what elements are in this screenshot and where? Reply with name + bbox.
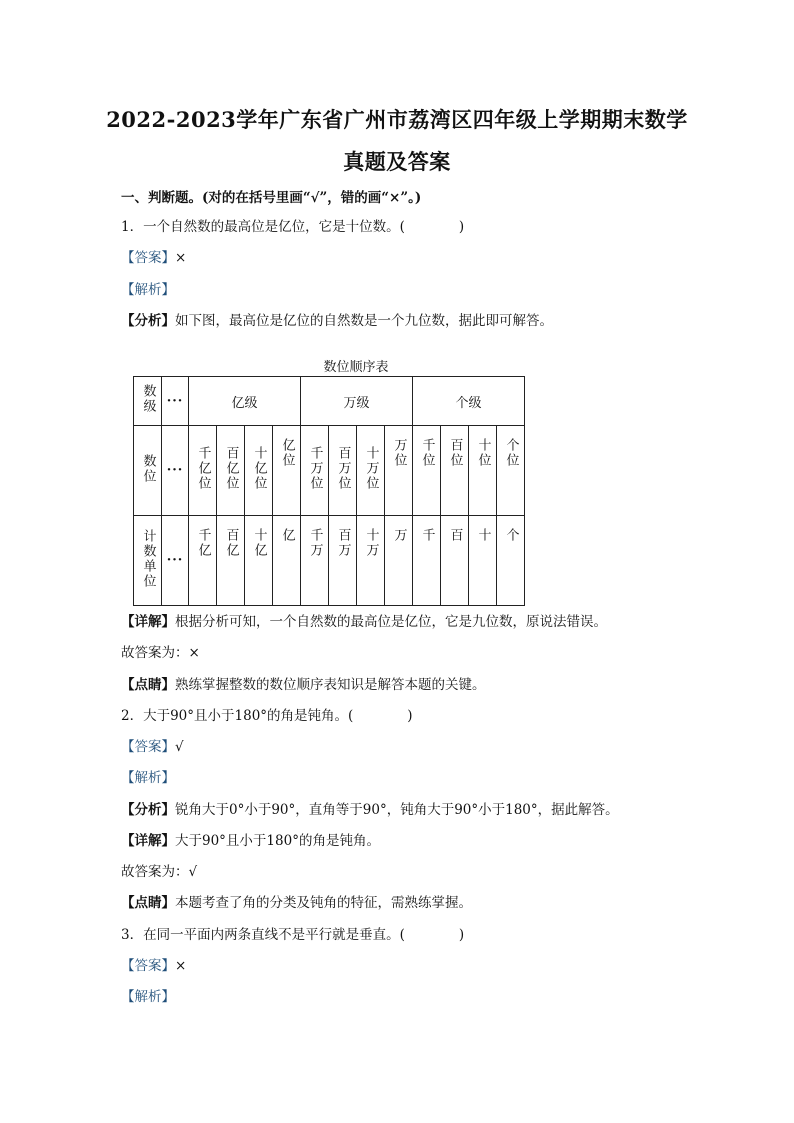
row-label-levels: 数级 (134, 377, 162, 426)
unit-cell: 千 (413, 516, 441, 606)
row-label-places: 数位 (134, 426, 162, 516)
q2-xiangjie-line (121, 832, 380, 850)
place-cell: 千亿位 (189, 426, 217, 516)
dots-cell: ··· (162, 516, 189, 606)
unit-cell: 千亿 (189, 516, 217, 606)
row-label-units: 计数单位 (134, 516, 162, 606)
q2-fenxi-tag: 【分析】 (121, 802, 175, 818)
unit-cell: 千万 (301, 516, 329, 606)
table-row-places (134, 426, 525, 516)
unit-cell: 十亿 (245, 516, 273, 606)
q1-dianjing-line (121, 676, 486, 694)
table-caption: 数位顺序表 (323, 360, 389, 375)
question-1: 1．一个自然数的最高位是亿位，它是十位数。( ) (121, 219, 465, 235)
place-cell: 十亿位 (245, 426, 273, 516)
level-ge: 个级 (413, 377, 525, 426)
q2-answer: √ (175, 739, 184, 755)
q1-xiangjie-line (121, 613, 607, 631)
unit-cell: 十 (469, 516, 497, 606)
q1-analysis-tag: 【解析】 (121, 282, 175, 298)
dots-cell: ··· (162, 377, 189, 426)
unit-cell: 个 (497, 516, 525, 606)
document-title-line-1: 2022-2023学年广东省广州市荔湾区四年级上学期期末数学 (106, 107, 688, 132)
place-cell: 百万位 (329, 426, 357, 516)
digit-order-table (133, 376, 525, 606)
q2-xiangjie-tag: 【详解】 (121, 833, 175, 849)
q2-answer-line (121, 738, 184, 756)
place-cell: 百位 (441, 426, 469, 516)
place-cell: 千位 (413, 426, 441, 516)
place-cell: 十位 (469, 426, 497, 516)
table-row-units (134, 516, 525, 606)
dots-cell: ··· (162, 426, 189, 516)
q2-dianjing-tag: 【点睛】 (121, 895, 175, 911)
q1-xiangjie: 根据分析可知，一个自然数的最高位是亿位，它是九位数，原说法错误。 (175, 614, 607, 630)
document-title-line-2: 真题及答案 (343, 149, 451, 174)
q3-answer-tag: 【答案】 (121, 958, 175, 974)
q1-dianjing: 熟练掌握整数的数位顺序表知识是解答本题的关键。 (175, 677, 486, 693)
unit-cell: 百 (441, 516, 469, 606)
q2-analysis-tag: 【解析】 (121, 770, 175, 786)
place-cell: 万位 (385, 426, 413, 516)
q1-answer: × (175, 250, 187, 266)
q2-fenxi: 锐角大于0°小于90°，直角等于90°，钝角大于90°小于180°，据此解答。 (175, 802, 619, 818)
table-row-levels (134, 377, 525, 426)
question-3: 3．在同一平面内两条直线不是平行就是垂直。( ) (121, 927, 465, 943)
place-cell: 亿位 (273, 426, 301, 516)
q1-fenxi-line (121, 312, 553, 330)
q2-dianjing: 本题考查了角的分类及钝角的特征，需熟练掌握。 (175, 895, 472, 911)
q1-dianjing-tag: 【点睛】 (121, 677, 175, 693)
place-cell: 千万位 (301, 426, 329, 516)
level-yi: 亿级 (189, 377, 301, 426)
q3-answer: × (175, 958, 187, 974)
q3-analysis-tag: 【解析】 (121, 989, 175, 1005)
q3-answer-line (121, 957, 186, 975)
place-cell: 个位 (497, 426, 525, 516)
question-2: 2．大于90°且小于180°的角是钝角。( ) (121, 708, 413, 724)
q1-xiangjie-tag: 【详解】 (121, 614, 175, 630)
q1-fenxi-tag: 【分析】 (121, 313, 175, 329)
unit-cell: 亿 (273, 516, 301, 606)
section-heading: 一、判断题。(对的在括号里画“√”，错的画“×”。) (121, 190, 422, 206)
q2-xiangjie: 大于90°且小于180°的角是钝角。 (175, 833, 380, 849)
q1-fenxi: 如下图，最高位是亿位的自然数是一个九位数，据此即可解答。 (175, 313, 553, 329)
q2-final: 故答案为：√ (121, 864, 198, 880)
unit-cell: 百亿 (217, 516, 245, 606)
q2-fenxi-line (121, 801, 619, 819)
place-cell: 百亿位 (217, 426, 245, 516)
q2-answer-tag: 【答案】 (121, 739, 175, 755)
unit-cell: 十万 (357, 516, 385, 606)
level-wan: 万级 (301, 377, 413, 426)
unit-cell: 万 (385, 516, 413, 606)
q1-answer-line (121, 249, 186, 267)
q2-dianjing-line (121, 894, 472, 912)
q1-final: 故答案为：× (121, 645, 200, 661)
place-cell: 十万位 (357, 426, 385, 516)
unit-cell: 百万 (329, 516, 357, 606)
q1-answer-tag: 【答案】 (121, 250, 175, 266)
